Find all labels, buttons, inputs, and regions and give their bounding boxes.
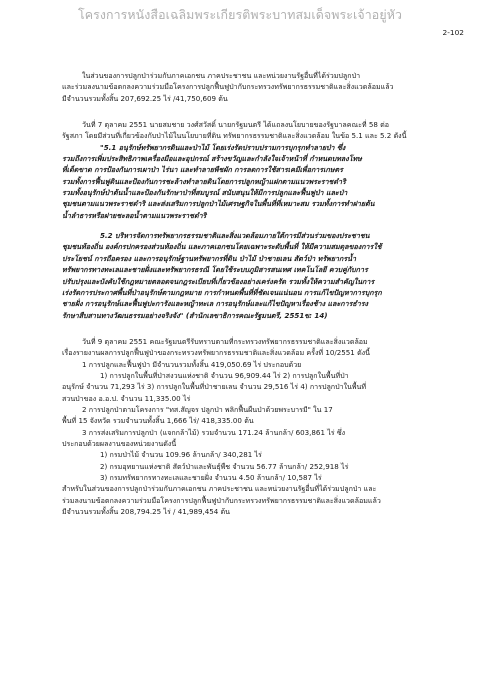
text-line: และร่วมลงนามข้อตกลงความร่วมมือโครงการปลูกฟื้นฟูป่ากับกระทรวงทรัพยากรธรรมชาติและสิ่งแวดล้อมแล้ว	[62, 82, 394, 92]
text-line: ประโยชน์ การถือครอง และการอนุรักษ์ฐานทรัพยากรที่ดิน ป่าไม้ ป่าชายเลน สัตว์ป่า ทรัพยากรน้ำ	[62, 253, 356, 263]
page-body	[62, 70, 446, 517]
paragraph-spacer	[62, 221, 446, 230]
text-line: 1) การปลูกในพื้นที่ป่าสงวนแห่งชาติ จำนวน 96,909.44 ไร่ 2) การปลูกในพื้นที่ป่า	[100, 370, 349, 380]
text-line: รัฐสภา โดยมีส่วนที่เกี่ยวข้องกับป่าไม้ในนโยบายที่ดิน ทรัพยากรธรรมชาติและสิ่งแวดล้อม ในข้อ 5.1 และ 5.2 ดังนี้	[62, 131, 407, 141]
text-line: ในส่วนของการปลูกป่าร่วมกับภาคเอกชน ภาคประชาชน และหน่วยงานรัฐอื่นที่ได้ร่วมปลูกป่า	[82, 71, 361, 80]
text-line: รวมถึงการเพิ่มประสิทธิภาพเครื่องมือและอุปกรณ์ สร้างขวัญและกำลังใจเจ้าหน้าที่ กำหนดบทลงโทษ	[62, 154, 362, 164]
text-line: ประกอบด้วยผลงานของหน่วยงานดังนี้	[62, 438, 177, 448]
running-header-title: โครงการหนังสือเฉลิมพระเกียรติพระบาทสมเด็จพระเจ้าอยู่หัว	[77, 7, 403, 22]
text-line: 2 การปลูกป่าตามโครงการ "ทส.สัญจร ปลูกป่า พลิกฟื้นผืนป่าด้วยพระบารมี" ใน 17	[82, 404, 333, 414]
text-line: 5.2 บริหารจัดการทรัพยากรธรรมชาติและสิ่งแวดล้อมภายใต้การมีส่วนร่วมของประชาชน	[100, 231, 370, 241]
text-line: เรื่องรายงานผลการปลูกฟื้นฟูป่าของกระทรวงทรัพยากรธรรมชาติและสิ่งแวดล้อม ครั้งที่ 10/2551 ดังนี้	[62, 348, 370, 358]
paragraph-spacer	[62, 104, 446, 119]
text-line: สำหรับในส่วนของการปลูกป่าร่วมกับภาคเอกชน ภาคประชาชน และหน่วยงานรัฐอื่นที่ได้ร่วมปลูกป่า และ	[62, 484, 377, 494]
text-line: 3) กรมทรัพยากรทางทะเลและชายฝั่ง จำนวน 4.50 ล้านกล้า/ 10,587 ไร่	[100, 473, 322, 482]
text-line: วันที่ 7 ตุลาคม 2551 นายสมชาย วงศ์สวัสดิ์ นายกรัฐมนตรี ได้แถลงนโยบายของรัฐบาลคณะที่ 58 ต่อ	[82, 120, 389, 130]
text-line: รวมทั้งการฟื้นฟูดินและป้องกันการชะล้างทำลายดินโดยการปลูกหญ้าแฝกตามแนวพระราชดำริ	[62, 176, 346, 186]
text-line: พื้นที่ 15 จังหวัด รวมจำนวนทั้งสิ้น 1,666 ไร่/ 418,335.00 ต้น	[62, 416, 254, 426]
paragraph-spacer	[62, 321, 446, 336]
text-line: 1 การปลูกและฟื้นฟูป่า มีจำนวนรวมทั้งสิ้น 419,050.69 ไร่ ประกอบด้วย	[82, 359, 302, 369]
text-line: 2) กรมอุทยานแห่งชาติ สัตว์ป่าและพันธุ์พืช จำนวน 56.77 ล้านกล้า/ 252,918 ไร่	[100, 461, 349, 471]
text-line: ชุมชนท้องถิ่น องค์กรปกครองส่วนท้องถิ่น และภาคเอกชนโดยเฉพาะระดับพื้นที่ ให้มีความสมดุลของการใช้	[62, 242, 382, 252]
text-line: น้ำลำธารหรือฝายชะลอน้ำตามแนวพระราชดำริ	[62, 210, 207, 220]
text-line: เร่งรัดการประกาศพื้นที่ป่าอนุรักษ์ตามกฎหมาย การกำหนดพื้นที่ที่ชัดเจนแน่นอน การแก้ไขปัญหาการบุกรุก	[62, 287, 382, 297]
text-line: มีจำนวนรวมทั้งสิ้น 207,692.25 ไร่ /41,750,609 ต้น	[62, 93, 228, 103]
text-line: ชายฝั่ง การอนุรักษ์และฟื้นฟูปะการังและหญ้าทะเล การอนุรักษ์และแก้ไขปัญหาเรื่องช้าง และการธำรง	[62, 299, 368, 309]
text-line: วันที่ 9 ตุลาคม 2551 คณะรัฐมนตรีรับทราบตามที่กระทรวงทรัพยากรธรรมชาติและสิ่งแวดล้อม	[82, 336, 368, 346]
text-line: สวนป่าของ อ.อ.ป. จำนวน 11,335.00 ไร่	[62, 393, 191, 403]
text-line: ชุมชนตามแนวพระราชดำริ และส่งเสริมการปลูกป่าไม้เศรษฐกิจในพื้นที่ที่เหมาะสม รวมทั้งการทำฝายต้น	[62, 199, 375, 209]
page-number: 2-102	[442, 28, 464, 37]
text-line: 1) กรมป่าไม้ จำนวน 109.96 ล้านกล้า/ 340,281 ไร่	[100, 450, 262, 460]
text-line: "5.1 อนุรักษ์ทรัพยากรดินและป่าไม้ โดยเร่งรัดปราบปรามการบุกรุกทำลายป่า ซึ่ง	[100, 142, 346, 152]
text-line: รักษาสืบสานทางวัฒนธรรมอย่างจริงจัง" (สำนักเลขาธิการคณะรัฐมนตรี, 2551ข: 14)	[62, 310, 328, 320]
text-line: 3 การส่งเสริมการปลูกป่า (แจกกล้าไม้) รวมจำนวน 171.24 ล้านกล้า/ 603,861 ไร่ ซึ่ง	[82, 427, 346, 437]
text-line: รวมทั้งอนุรักษ์ป่าต้นน้ำและป้องกันรักษาป่าที่สมบูรณ์ สนับสนุนให้มีการปลูกและฟื้นฟูป่า และป่า	[62, 188, 348, 198]
text-line: มีจำนวนรวมทั้งสิ้น 208,794.25 ไร่ / 41,989,454 ต้น	[62, 507, 231, 517]
text-line: ปรับปรุงและบังคับใช้กฎหมายตลอดจนกฎระเบียบที่เกี่ยวข้องอย่างเคร่งครัด รวมทั้งให้ความสำคัญในการ	[62, 276, 375, 286]
text-line: ร่วมลงนามข้อตกลงความร่วมมือโครงการปลูกฟื้นฟูป่ากับกระทรวงทรัพยากรธรรมชาติและสิ่งแวดล้อมแล้ว	[62, 495, 381, 505]
text-line: ที่เด็ดขาด การป้องกันการเผาป่า ไร่นา และทำลายพืชผัก การลดการใช้สารเคมีเพื่อการเกษตร	[62, 165, 343, 175]
text-line: อนุรักษ์ จำนวน 71,293 ไร่ 3) การปลูกในพื้นที่ป่าชายเลน จำนวน 29,516 ไร่ 4) การปลูกป่าในพื้นที่	[62, 382, 367, 392]
text-line: ทรัพยากรทางทะเลและชายฝั่งและทรัพยากรธรณี โดยใช้ระบบภูมิสารสนเทศ เทคโนโลยี ควบคู่กับการ	[62, 265, 368, 275]
